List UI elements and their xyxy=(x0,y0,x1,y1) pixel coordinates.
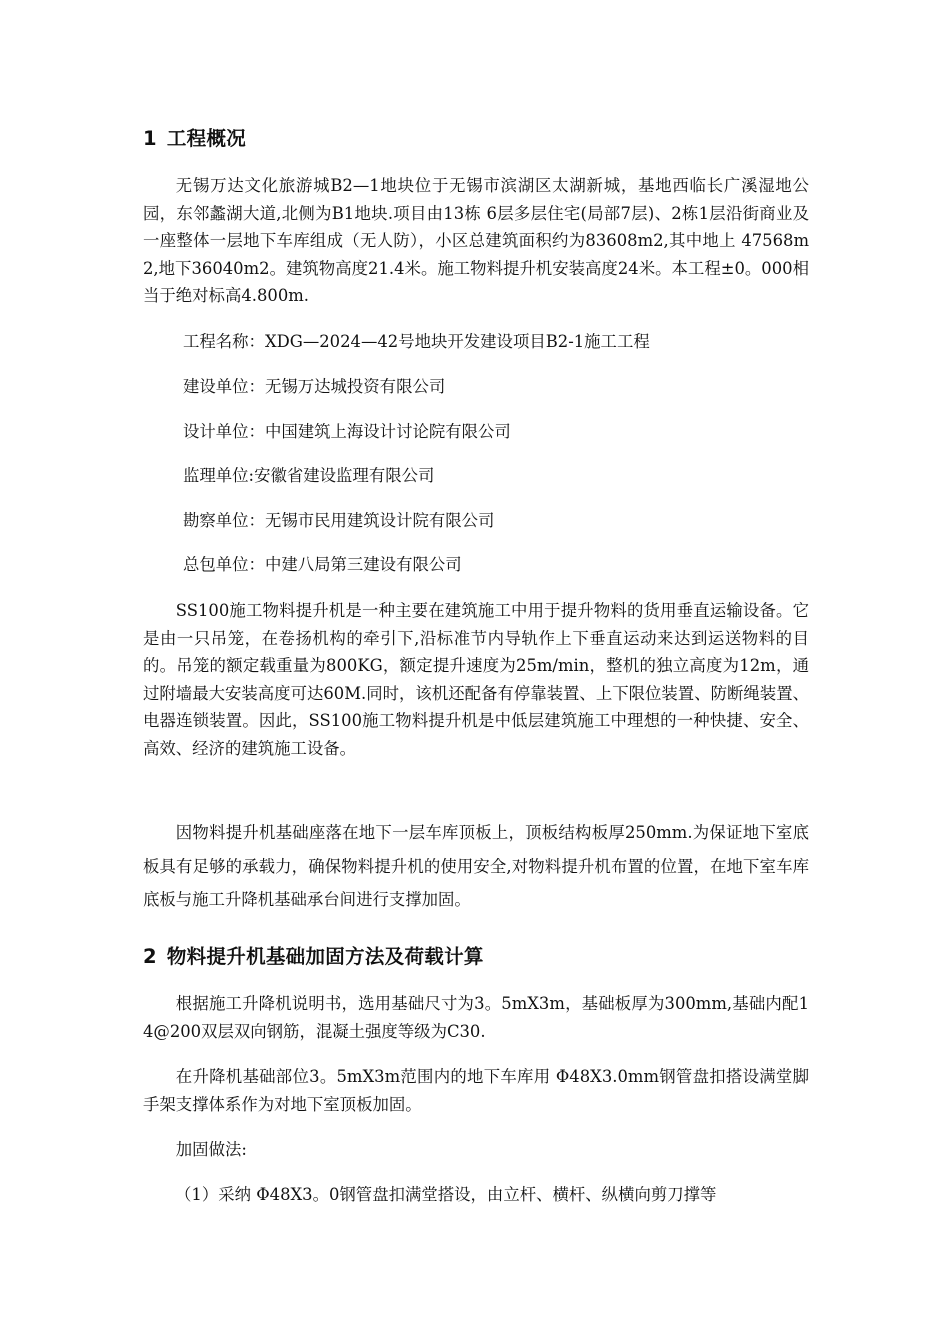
info-value: XDG—2024—42号地块开发建设项目B2-1施工工程 xyxy=(264,332,650,351)
info-label: 工程名称： xyxy=(183,332,265,351)
info-label: 总包单位： xyxy=(183,555,265,574)
scaffold-paragraph: 在升降机基础部位3。5mX3m范围内的地下车库用 Φ48X3.0mm钢管盘扣搭设满堂脚手架支撑体系作为对地下室顶板加固。 xyxy=(143,1067,809,1114)
foundation-paragraph: 因物料提升机基础座落在地下一层车库顶板上，顶板结构板厚250mm.为保证地下室底板具有足够的承载力，确保物料提升机的使用安全,对物料提升机布置的位置，在地下室车库底板与施工升降机基础承台间进行支撑加固。 xyxy=(143,823,809,909)
info-value: 无锡市民用建筑设计院有限公司 xyxy=(264,511,495,530)
info-value: 无锡万达城投资有限公司 xyxy=(264,377,446,396)
info-value: 中建八局第三建设有限公司 xyxy=(264,555,462,574)
info-line-supervisor xyxy=(143,464,434,488)
info-line-project-name xyxy=(143,330,650,354)
info-line-owner xyxy=(143,375,445,399)
hoist-description-paragraph: SS100施工物料提升机是一种主要在建筑施工中用于提升物料的货用垂直运输设备。它是由一只吊笼，在卷扬机构的牵引下,沿标准节内导轨作上下垂直运动来达到运送物料的目的。吊笼的额定载重量为800KG，额定提升速度为25m/min，整机的独立高度为12m，通过附墙最大安装高度可达60M.同时，该机还配备有停靠装置、上下限位装置、防断绳装置、电器连锁装置。因此，SS100施工物料提升机是中低层建筑施工中理想的一种快捷、安全、高效、经济的建筑施工设备。 xyxy=(143,601,809,758)
info-label: 建设单位： xyxy=(183,377,265,396)
info-label: 勘察单位： xyxy=(183,511,265,530)
section-heading-2 xyxy=(143,943,484,971)
info-line-survey xyxy=(143,509,494,533)
info-value: 中国建筑上海设计讨论院有限公司 xyxy=(264,422,511,441)
method-label: 加固做法: xyxy=(175,1140,247,1159)
section-number: 2 xyxy=(143,945,157,968)
info-value: 安徽省建设监理有限公司 xyxy=(254,466,435,485)
section-title: 物料提升机基础加固方法及荷载计算 xyxy=(166,945,484,968)
info-label: 监理单位: xyxy=(183,466,255,485)
section-number: 1 xyxy=(143,127,157,150)
method-step-1: （1）采纳 Φ48X3。0钢管盘扣满堂搭设，由立杆、横杆、纵横向剪刀撑等 xyxy=(175,1185,717,1204)
section-title: 工程概况 xyxy=(166,127,247,150)
info-line-designer xyxy=(143,420,511,444)
info-line-contractor xyxy=(143,553,462,577)
overview-intro-paragraph: 无锡万达文化旅游城B2—1地块位于无锡市滨湖区太湖新城，基地西临长广溪湿地公园，东邻蠡湖大道,北侧为B1地块.项目由13栋 6层多层住宅(局部7层)、2栋1层沿街商业及一座整体一层地下车库组成（无人防），小区总建筑面积约为83608m2,其中地上 47568m2,地下36040m2。建筑物高度21.4米。施工物料提升机安装高度24米。本工程±0。000相当于绝对标高4.800m. xyxy=(143,176,809,305)
foundation-size-paragraph: 根据施工升降机说明书，选用基础尺寸为3。5mX3m，基础板厚为300mm,基础内配14@200双层双向钢筋，混凝土强度等级为C30. xyxy=(143,994,809,1041)
section-heading-1 xyxy=(143,125,246,153)
info-label: 设计单位： xyxy=(183,422,265,441)
